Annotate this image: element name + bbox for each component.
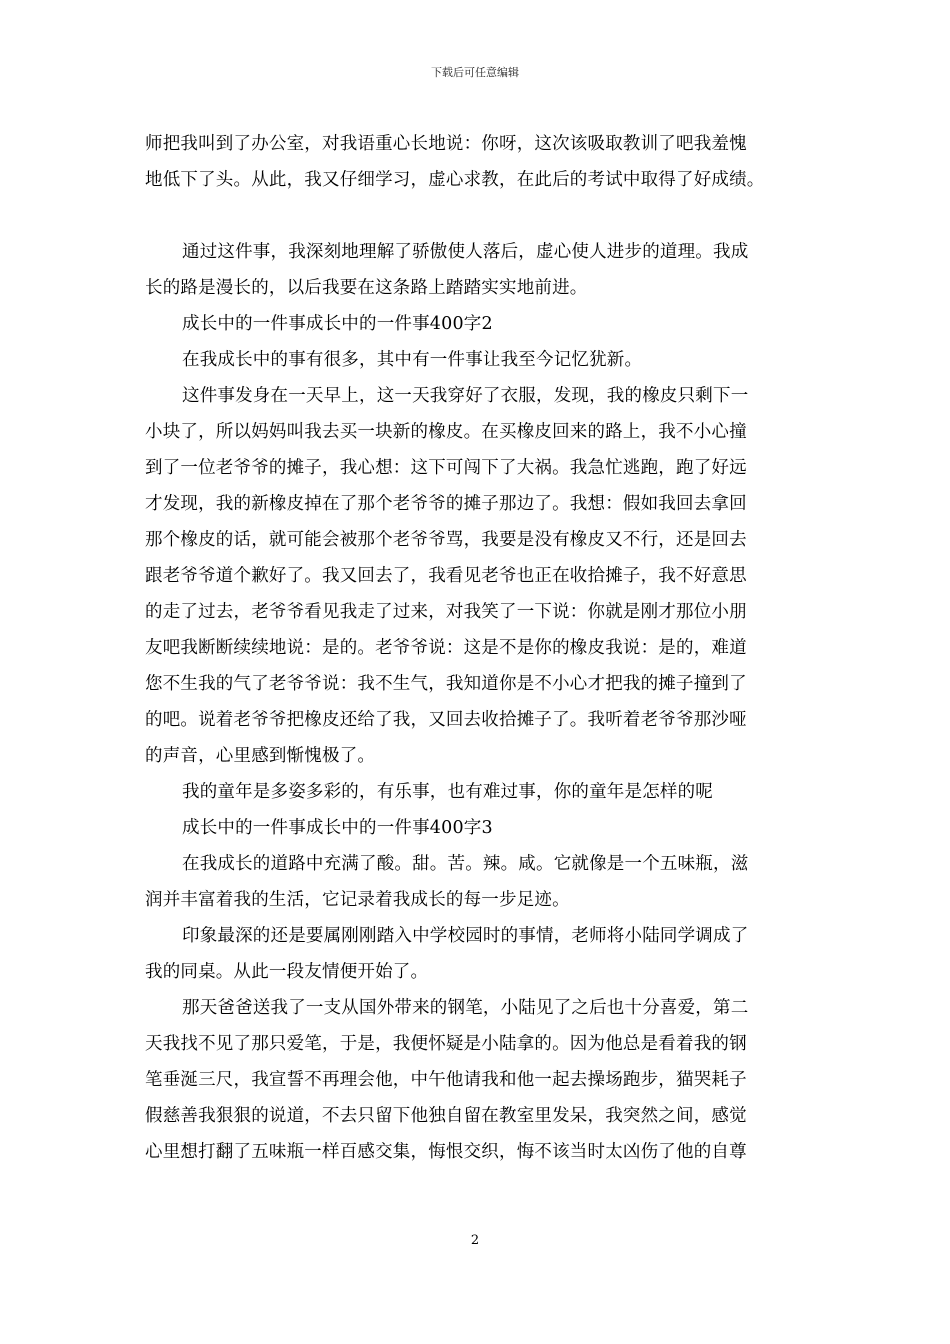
- page-number: 2: [470, 1233, 480, 1248]
- text-line: 的走了过去，老爷爷看见我走了过来，对我笑了一下说：你就是刚才那位小朋: [145, 602, 747, 622]
- text-line: 印象最深的还是要属刚刚踏入中学校园时的事情，老师将小陆同学调成了: [182, 926, 749, 946]
- text-line: 在我成长中的事有很多，其中有一件事让我至今记忆犹新。: [182, 350, 643, 370]
- section-heading: 成长中的一件事成长中的一件事400字2: [182, 314, 493, 334]
- text-line: 通过这件事，我深刻地理解了骄傲使人落后，虚心使人进步的道理。我成: [182, 242, 749, 262]
- text-line: 那天爸爸送我了一支从国外带来的钢笔，小陆见了之后也十分喜爱，第二: [182, 998, 749, 1018]
- text-line: 笔垂涎三尺，我宣誓不再理会他，中午他请我和他一起去操场跑步，猫哭耗子: [145, 1070, 747, 1090]
- text-line: 到了一位老爷爷的摊子，我心想：这下可闯下了大祸。我急忙逃跑，跑了好远: [145, 458, 747, 478]
- text-line: 您不生我的气了老爷爷说：我不生气，我知道你是不小心才把我的摊子撞到了: [145, 674, 747, 694]
- text-line: 天我找不见了那只爱笔，于是，我便怀疑是小陆拿的。因为他总是看着我的钢: [145, 1034, 747, 1054]
- text-line: 我的童年是多姿多彩的，有乐事，也有难过事，你的童年是怎样的呢: [182, 782, 713, 802]
- text-line: 的声音，心里感到惭愧极了。: [145, 746, 376, 766]
- text-line: 跟老爷爷道个歉好了。我又回去了，我看见老爷也正在收拾摊子，我不好意思: [145, 566, 747, 586]
- header-note: 下载后可任意编辑: [431, 66, 519, 79]
- text-line: 心里想打翻了五味瓶一样百感交集，悔恨交织，悔不该当时太凶伤了他的自尊: [145, 1142, 747, 1162]
- text-line: 小块了，所以妈妈叫我去买一块新的橡皮。在买橡皮回来的路上，我不小心撞: [145, 422, 747, 442]
- text-line: 那个橡皮的话，就可能会被那个老爷爷骂，我要是没有橡皮又不行，还是回去: [145, 530, 747, 550]
- text-line: 润并丰富着我的生活，它记录着我成长的每一步足迹。: [145, 890, 570, 910]
- document-body: [145, 126, 810, 1170]
- text-line: 才发现，我的新橡皮掉在了那个老爷爷的摊子那边了。我想：假如我回去拿回: [145, 494, 747, 514]
- text-line: 在我成长的道路中充满了酸。甜。苦。辣。咸。它就像是一个五味瓶，滋: [182, 854, 749, 874]
- text-line: 假慈善我狠狠的说道，不去只留下他独自留在教室里发呆，我突然之间，感觉: [145, 1106, 747, 1126]
- section-heading: 成长中的一件事成长中的一件事400字3: [182, 818, 493, 838]
- text-line: 地低下了头。从此，我又仔细学习，虚心求教，在此后的考试中取得了好成绩。: [145, 170, 765, 190]
- text-line: 的吧。说着老爷爷把橡皮还给了我，又回去收拾摊子了。我听着老爷爷那沙哑: [145, 710, 747, 730]
- text-line: 我的同桌。从此一段友情便开始了。: [145, 962, 429, 982]
- paragraph-gap: [145, 198, 810, 234]
- text-line: 友吧我断断续续地说：是的。老爷爷说：这是不是你的橡皮我说：是的，难道: [145, 638, 747, 658]
- text-line: 师把我叫到了办公室，对我语重心长地说：你呀，这次该吸取教训了吧我羞愧: [145, 134, 747, 154]
- text-line: 这件事发身在一天早上，这一天我穿好了衣服，发现，我的橡皮只剩下一: [182, 386, 749, 406]
- text-line: 长的路是漫长的，以后我要在这条路上踏踏实实地前进。: [145, 278, 588, 298]
